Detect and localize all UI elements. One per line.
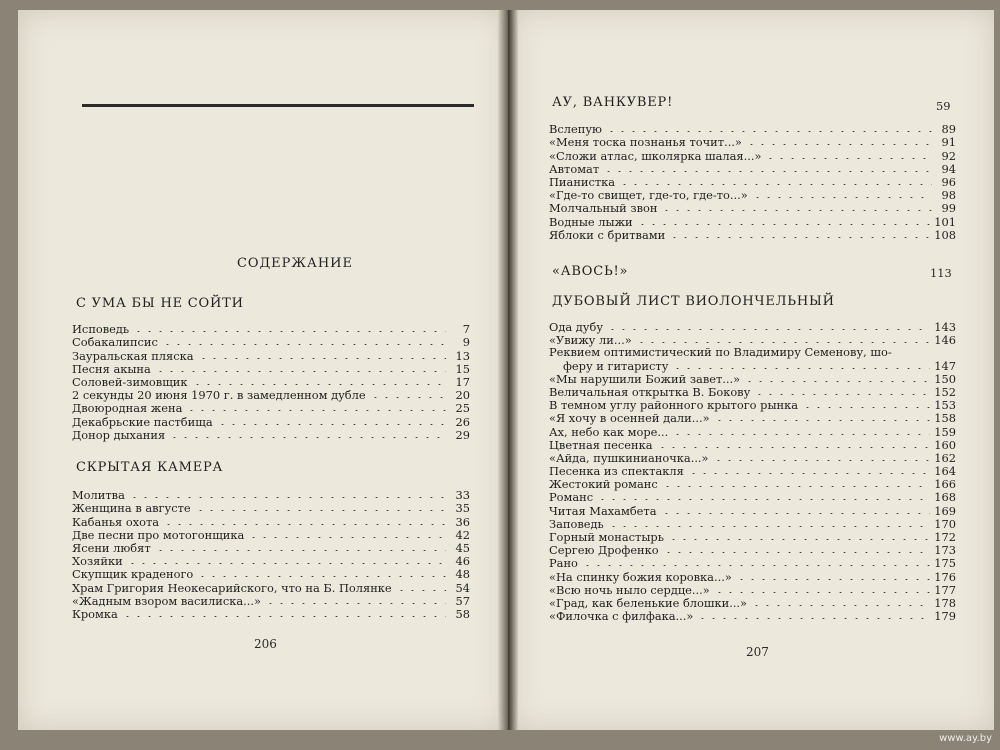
toc-entry [549,411,956,424]
entry-title: Молчальный звон [549,201,658,216]
entry-title: Рано [549,556,578,571]
toc-entry [72,488,470,501]
entry-title: «Увижу ли...» [549,333,632,348]
entry-page: 89 [941,122,956,137]
toc-entry [549,490,956,503]
toc-list [72,322,470,441]
toc-entry [549,477,956,490]
section-heading: «АВОСЬ!» [552,264,629,279]
toc-entry [549,596,956,609]
section-page-number: 113 [930,266,952,280]
top-rule [82,104,474,107]
toc-entry [549,214,956,227]
entry-title: «Сложи атлас, школярка шалая...» [549,148,762,163]
dot-leader [133,331,446,332]
toc-entry [549,201,956,214]
dot-leader [637,224,931,225]
entry-title: Исповедь [72,322,130,337]
entry-title: Величальная открытка В. Бокову [549,384,751,399]
entry-title: Автомат [549,161,600,176]
dot-leader [672,434,930,435]
entry-title: Кабанья охота [72,514,160,529]
dot-leader [607,329,930,330]
entry-page: 13 [455,348,470,363]
toc-entry [549,517,956,530]
dot-leader [802,407,930,408]
entry-page: 173 [934,543,956,558]
section-heading: АУ, ВАНКУВЕР! [552,95,674,110]
entry-page: 160 [934,437,956,452]
dot-leader [155,550,446,551]
toc-list [72,488,470,620]
entry-page: 20 [455,388,470,403]
entry-title: Храм Григория Неокесарийского, что на Б. Полянке [72,580,392,595]
dot-leader [608,526,931,527]
toc-list [549,320,956,622]
entry-title: Декабрьские пастбища [72,414,213,429]
entry-title: Женщина в августе [72,501,191,516]
toc-entry [549,385,956,398]
dot-leader [619,184,932,185]
book-gutter [498,10,518,730]
toc-entry [72,580,470,593]
section-page-number: 59 [936,99,951,113]
entry-title: «Филочка с филфака...» [549,609,694,624]
entry-page: 94 [941,161,956,176]
dot-leader [603,171,932,172]
entry-page: 17 [455,374,470,389]
contents-title: СОДЕРЖАНИЕ [236,256,354,271]
dot-leader [657,447,931,448]
toc-entry [72,348,470,361]
toc-entry [549,148,956,161]
toc-entry [549,464,956,477]
toc-entry [549,175,956,188]
entry-title: Соловей-зимовщик [72,374,188,389]
entry-page: 169 [934,503,956,518]
entry-page: 158 [934,411,956,426]
toc-entry [72,541,470,554]
section-heading: С УМА БЫ НЕ СОЙТИ [76,296,244,311]
entry-title: Донор дыхания [72,427,166,442]
dot-leader [370,397,446,398]
dot-leader [765,158,932,159]
dot-leader [736,579,930,580]
entry-page: 179 [934,609,956,624]
dot-leader [197,576,446,577]
toc-entry [549,372,956,385]
entry-page: 98 [941,188,956,203]
entry-title: Заповедь [549,516,604,531]
entry-page: 164 [934,464,956,479]
entry-title: Зауральская пляска [72,348,194,363]
entry-title: Ясени любят [72,540,151,555]
entry-page: 172 [934,530,956,544]
entry-page: 29 [455,427,470,442]
page-number: 206 [254,637,277,651]
dot-leader [669,237,930,238]
dot-leader [663,552,931,553]
dot-leader [265,603,446,604]
entry-title: «Мы нарушили Божий завет...» [549,371,741,386]
section-heading: СКРЫТАЯ КАМЕРА [76,460,224,475]
toc-entry [72,401,470,414]
toc-list [549,122,956,241]
dot-leader [751,605,930,606]
entry-page: 15 [455,361,470,376]
dot-leader [661,210,932,211]
dot-leader [127,563,446,564]
entry-page: 146 [934,333,956,348]
toc-entry [72,428,470,441]
toc-entry [549,346,956,371]
entry-page: 159 [934,424,956,439]
toc-entry [549,228,956,241]
entry-page: 170 [934,516,956,531]
entry-title: Реквием оптимистический по Владимиру Семенову, шо- [549,345,892,360]
entry-page: 101 [934,214,956,229]
entry-title: Ода дубу [549,320,604,335]
dot-leader [662,486,930,487]
toc-entry [72,388,470,401]
dot-leader [198,358,446,359]
toc-entry [549,162,956,175]
entry-title: Молитва [72,488,125,503]
entry-page: 26 [455,414,470,429]
dot-leader [661,513,931,514]
toc-entry [72,528,470,541]
toc-entry [549,438,956,451]
entry-title: Песня акына [72,361,151,376]
toc-entry [72,554,470,567]
toc-entry [549,188,956,201]
watermark: www.ay.by [939,733,992,744]
toc-entry [72,414,470,427]
entry-page: 152 [934,384,956,399]
toc-entry [72,375,470,388]
entry-title: 2 секунды 20 июня 1970 г. в замедленном дубле [72,388,366,403]
entry-page: 92 [941,148,956,163]
dot-leader [697,618,930,619]
entry-title: «Где-то свищет, где-то, где-то...» [549,188,748,203]
dot-leader [195,510,446,511]
entry-page: 48 [455,567,470,582]
entry-title: Сергею Дрофенко [549,543,659,558]
dot-leader [754,394,930,395]
dot-leader [713,460,931,461]
dot-leader [752,197,932,198]
entry-title-continuation: феру и гитаристу [563,358,669,373]
entry-title: Ах, небо как море... [549,424,669,439]
entry-page: 96 [941,174,956,189]
dot-leader [162,344,446,345]
toc-entry [549,609,956,622]
entry-page: 25 [455,401,470,416]
dot-leader [582,565,930,566]
toc-entry [549,135,956,148]
dot-leader [668,539,930,540]
dot-leader [217,424,446,425]
entry-page: 36 [455,514,470,529]
dot-leader [714,592,930,593]
entry-title: Романс [549,490,594,505]
entry-page: 42 [455,527,470,542]
entry-title: Скупщик краденого [72,567,194,582]
entry-page: 99 [941,201,956,216]
toc-entry [549,424,956,437]
toc-entry [549,556,956,569]
toc-entry [72,362,470,375]
dot-leader [186,410,446,411]
entry-title: В темном углу районного крытого рынка [549,398,799,413]
entry-page: 35 [455,501,470,516]
dot-leader [155,371,446,372]
dot-leader [122,616,446,617]
entry-page: 166 [934,477,956,492]
entry-title: «Айда, пушкинианочка...» [549,450,709,465]
dot-leader [396,590,446,591]
dot-leader [129,497,446,498]
dot-leader [169,437,446,438]
entry-page: 58 [455,606,470,621]
entry-page: 7 [462,322,470,337]
entry-title: «Жадным взором василиска...» [72,593,261,608]
toc-entry [72,567,470,580]
dot-leader [672,368,930,369]
entry-page: 178 [934,595,956,610]
entry-page: 57 [455,593,470,608]
entry-title: Водные лыжи [549,214,633,229]
entry-title: Песенка из спектакля [549,464,684,479]
toc-entry [549,583,956,596]
toc-entry [72,501,470,514]
dot-leader [192,384,447,385]
dot-leader [606,131,932,132]
entry-title: Цветная песенка [549,437,653,452]
toc-entry [72,322,470,335]
entry-page: 150 [934,371,956,386]
entry-title: «Всю ночь ныло сердце...» [549,582,710,597]
dot-leader [163,524,446,525]
entry-page: 162 [934,450,956,465]
entry-title: Собакалипсис [72,335,158,350]
entry-title: «Я хочу в осенней дали...» [549,411,710,426]
entry-page: 33 [455,488,470,503]
toc-entry [549,503,956,516]
entry-page: 175 [934,556,956,571]
entry-page: 45 [455,540,470,555]
toc-entry [549,451,956,464]
entry-title: Хозяйки [72,554,123,569]
entry-title: Читая Махамбета [549,503,657,518]
toc-entry [549,543,956,556]
entry-title: Вслепую [549,122,602,137]
entry-page: 168 [934,490,956,505]
dot-leader [744,381,930,382]
toc-entry [72,594,470,607]
entry-page: 91 [941,135,956,150]
entry-page: 46 [455,554,470,569]
dot-leader [714,420,931,421]
entry-page: 147 [934,358,956,373]
entry-title: «Град, как беленькие блошки...» [549,595,748,610]
toc-entry [549,122,956,135]
toc-entry [549,398,956,411]
entry-page: 143 [934,320,956,335]
entry-page: 177 [934,582,956,597]
entry-page: 176 [934,569,956,584]
toc-entry [72,514,470,527]
entry-page: 153 [934,398,956,413]
entry-page: 9 [462,335,470,350]
dot-leader [636,342,931,343]
page-number: 207 [746,645,769,659]
toc-entry [549,569,956,582]
toc-entry [72,607,470,620]
entry-title: «На спинку божия коровка...» [549,569,732,584]
dot-leader [597,499,930,500]
entry-title: Горный монастырь [549,530,664,544]
section-heading: ДУБОВЫЙ ЛИСТ ВИОЛОНЧЕЛЬНЫЙ [552,294,835,309]
entry-title: Двоюродная жена [72,401,183,416]
dot-leader [248,537,446,538]
entry-page: 108 [934,227,956,242]
dot-leader [746,144,932,145]
entry-title: Жестокий романс [549,477,658,492]
entry-title: Яблоки с бритвами [549,227,666,242]
entry-title: «Меня тоска познанья точит...» [549,135,742,150]
toc-entry [549,320,956,333]
entry-title: Кромка [72,606,118,621]
toc-entry [72,335,470,348]
entry-page: 54 [455,580,470,595]
entry-title: Две песни про мотогонщика [72,527,245,542]
dot-leader [688,473,930,474]
entry-title: Пианистка [549,174,616,189]
toc-entry [549,530,956,543]
